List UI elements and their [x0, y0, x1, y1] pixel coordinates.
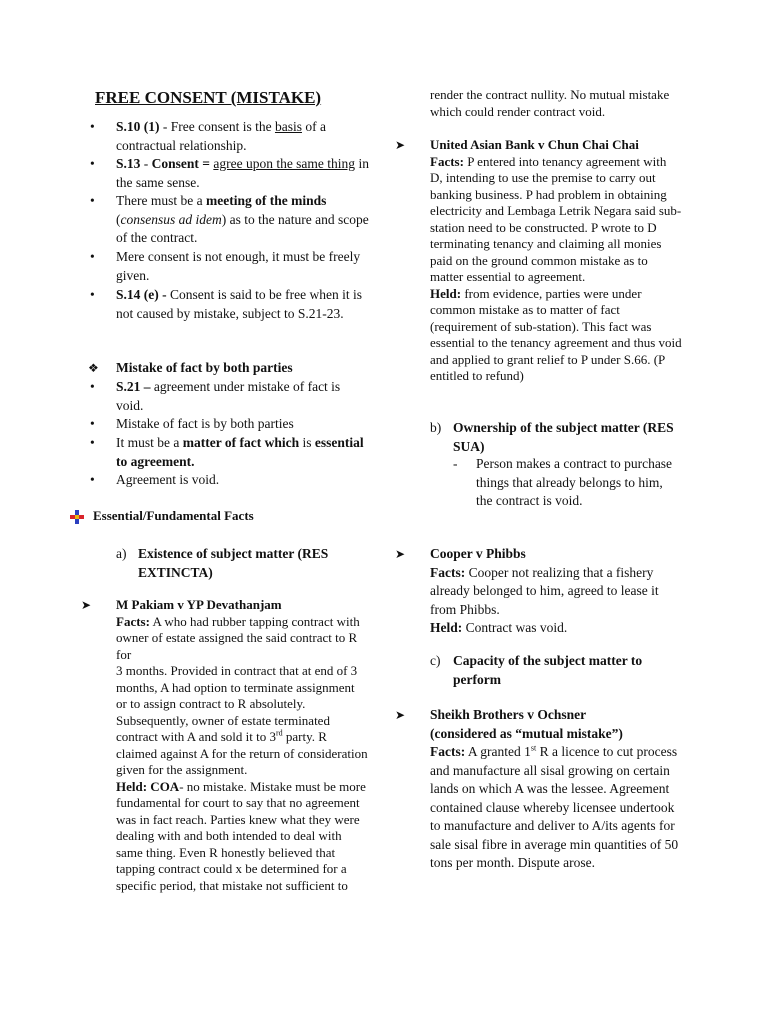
continued-text: render the contract nullity. No mutual mistake which could render contract void. [430, 87, 670, 119]
bullet-icon: • [90, 472, 95, 487]
arrow-bullet-icon: ➤ [395, 708, 406, 722]
bullet-icon: • [90, 249, 95, 264]
case-block: Cooper v Phibbs Facts: Cooper not realizing that a fishery already belonged to him, agreed to lease it from Phibbs. Held: Contract was void. [430, 546, 659, 635]
page-title: FREE CONSENT (MISTAKE) [95, 88, 322, 107]
bullet-icon: • [90, 156, 95, 171]
case-block: M Pakiam v YP Devathanjam Facts: A who had rubber tapping contract with owner of estate assigned the said contract to R for 3 months. Provided in contract that at end of 3 months, A had option to terminate assignment or to assign contract to R absolutely. Subsequently, owner of estate terminated contract with A and sold it to 3rd party. R claimed against A for the return of consideration given for the assignment. Held: COA- no mistake. Mistake must be more fundamental for court to say that no agreement was in fact reach. Parties knew what they were dealing with and both intended to deal with same thing. Even R honestly believed that tapping contract could x be determined for a specific period, that mistake not sufficient to [116, 597, 368, 893]
section-heading: Essential/Fundamental Facts [93, 508, 254, 523]
bullet-icon: • [90, 435, 95, 450]
bullet-icon: • [90, 193, 95, 208]
colored-cross-icon [70, 510, 84, 524]
bullet-icon: • [90, 119, 95, 134]
arrow-bullet-icon: ➤ [395, 547, 406, 561]
arrow-bullet-icon: ➤ [395, 138, 406, 152]
case-block: United Asian Bank v Chun Chai Chai Facts: P entered into tenancy agreement with D, intending to use the premise to carry out banking business. P had problem in obtaining electricity and Lembaga Letrik Negara said sub-station need to be constructed. P wrote to D terminating tenancy and claiming all monies paid on the ground common mistake as to matter essential to agreement. Held: from evidence, parties were under common mistake as to matter of fact (requirement of sub-station). This fact was essential to the tenancy agreement and thus void and applied to grant relief to P under S.66. (P entitled to refund) [430, 137, 682, 383]
bullet-icon: • [90, 287, 95, 302]
arrow-bullet-icon: ➤ [81, 598, 92, 612]
case-block: Sheikh Brothers v Ochsner (considered as “mutual mistake”) Facts: A granted 1st R a licence to cut process and manufacture all sisal growing on certain lands on which A was the lessee. Agreement contained clause whereby licensee undertook to manufacture and deliver to A/its agents for sale sisal fibre in average min quantities of 50 tons per month. Dispute arose. [430, 707, 679, 870]
bullet-icon: • [90, 416, 95, 431]
diamond-bullet-icon: ❖ [88, 361, 99, 375]
bullet-icon: • [90, 379, 95, 394]
